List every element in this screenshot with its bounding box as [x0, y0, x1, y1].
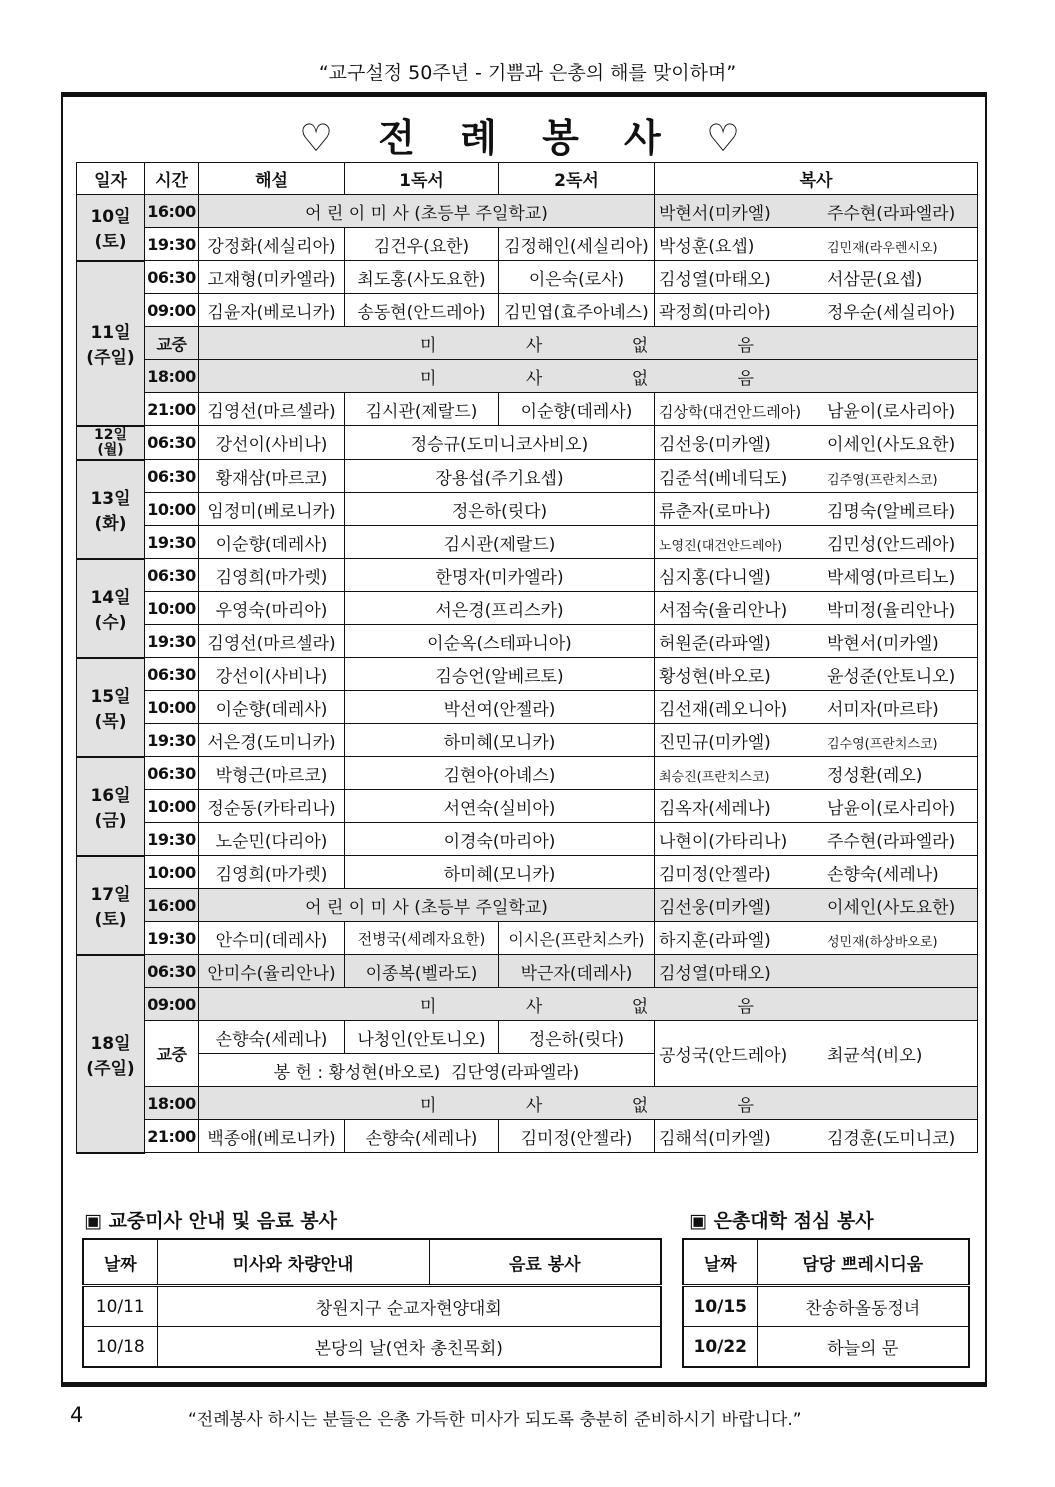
server-cell: 황성현(바오로) 윤성준(안토니오): [655, 658, 978, 691]
drink-table: [82, 1238, 662, 1368]
col-presidium: 담당 쁘레시디움: [757, 1239, 969, 1286]
reading2-cell: 정은하(릿다): [499, 1021, 655, 1054]
day-cell: 12일 (월): [77, 426, 145, 460]
reading-cell: 김승언(알베르토): [345, 658, 655, 691]
header-quote: “교구설정 50주년 - 기쁨과 은총의 해를 맞이하며”: [318, 62, 737, 84]
commentary-cell: 강선이(사비나): [199, 426, 345, 460]
reading1-cell: 손향숙(세레나): [345, 1120, 499, 1153]
reading1-cell: 전병국(세례자요한): [345, 922, 499, 955]
reading-cell: 박선여(안젤라): [345, 691, 655, 724]
time-cell: 19:30: [145, 922, 199, 955]
server-cell: 박현서(미카엘) 주수현(라파엘라): [655, 195, 978, 228]
commentary-cell: 정순동(카타리나): [199, 790, 345, 823]
reading-cell: 이경숙(마리아): [345, 823, 655, 856]
table-row: [77, 955, 978, 988]
time-cell: 10:00: [145, 691, 199, 724]
table-row: [77, 1021, 978, 1054]
server-cell: 곽정희(마리아) 정우순(세실리아): [655, 294, 978, 327]
table-row: [77, 856, 978, 889]
no-mass-cell: 미 사 없 음: [199, 360, 978, 393]
table-row: [77, 724, 978, 757]
reading2-cell: 김민엽(효주아녜스): [499, 294, 655, 327]
col-altar-server: 복사: [655, 163, 978, 195]
col-reading2: 2독서: [499, 163, 655, 195]
time-cell: 06:30: [145, 426, 199, 460]
commentary-cell: 강선이(사비나): [199, 658, 345, 691]
commentary-cell: 백종애(베로니카): [199, 1120, 345, 1153]
table-row: 10/18 본당의 날(연차 총친목회): [83, 1327, 661, 1368]
server-cell: 나현이(가타리나) 주수현(라파엘라): [655, 823, 978, 856]
no-mass-cell: 미 사 없 음: [199, 1087, 978, 1120]
reading2-cell: 이순향(데레사): [499, 393, 655, 426]
server-cell: 최승진(프란치스코) 정성환(레오): [655, 757, 978, 790]
reading-cell: 이순옥(스테파니아): [345, 625, 655, 658]
table-row: [77, 625, 978, 658]
day-cell: 13일 (화): [77, 460, 145, 559]
commentary-cell: 황재삼(마르코): [199, 460, 345, 493]
server-cell: 김성열(마태오): [655, 955, 978, 988]
table-row: [77, 823, 978, 856]
time-cell: 06:30: [145, 261, 199, 294]
table-header-row: [83, 1239, 661, 1286]
reading1-cell: 김건우(요한): [345, 228, 499, 261]
table-row: [77, 393, 978, 426]
commentary-cell: 안미수(율리안나): [199, 955, 345, 988]
footer-quote: “전례봉사 하시는 분들은 은총 가득한 미사가 되도록 충분히 준비하시기 바랍니다.”: [188, 1410, 802, 1430]
time-cell: 19:30: [145, 724, 199, 757]
table-row: 10/11 창원지구 순교자현양대회: [83, 1286, 661, 1327]
table-header-row: [683, 1239, 969, 1286]
time-cell: 교중: [145, 327, 199, 360]
reading1-cell: 최도홍(사도요한): [345, 261, 499, 294]
time-cell: 06:30: [145, 559, 199, 592]
table-row: [77, 757, 978, 790]
reading-cell: 하미혜(모니카): [345, 724, 655, 757]
table-row: [77, 360, 978, 393]
drink-section-title: ▣ 교중미사 안내 및 음료 봉사: [84, 1210, 337, 1232]
table-row: [77, 460, 978, 493]
commentary-cell: 김윤자(베로니카): [199, 294, 345, 327]
commentary-cell: 박형근(마르코): [199, 757, 345, 790]
reading-cell: 서연숙(실비아): [345, 790, 655, 823]
time-cell: 18:00: [145, 360, 199, 393]
col-date: 날짜: [683, 1239, 757, 1286]
server-cell: 박성훈(요셉) 김민재(라우렌시오): [655, 228, 978, 261]
reading2-cell: 김미정(안젤라): [499, 1120, 655, 1153]
table-row: [77, 889, 978, 922]
col-mass-info: 미사와 차량안내: [157, 1239, 429, 1286]
server-cell: 심지홍(다니엘) 박세영(마르티노): [655, 559, 978, 592]
page-title: ♡ 전 례 봉 사 ♡: [298, 115, 757, 160]
server-cell: 김성열(마태오) 서삼문(요셉): [655, 261, 978, 294]
server-cell: 공성국(안드레아) 최균석(비오): [655, 1021, 978, 1087]
time-cell: 10:00: [145, 856, 199, 889]
commentary-cell: 김영선(마르셀라): [199, 625, 345, 658]
table-row: [77, 988, 978, 1021]
reading-cell: 정은하(릿다): [345, 493, 655, 526]
col-drink-service: 음료 봉사: [429, 1239, 661, 1286]
reading2-cell: 김정해인(세실리아): [499, 228, 655, 261]
table-row: 10/22 하늘의 문: [683, 1327, 969, 1368]
time-cell: 06:30: [145, 757, 199, 790]
server-cell: 노영진(대건안드레아) 김민성(안드레아): [655, 526, 978, 559]
reading1-cell: 김시관(제랄드): [345, 393, 499, 426]
server-cell: 진민규(미카엘) 김수영(프란치스코): [655, 724, 978, 757]
commentary-cell: 김영선(마르셀라): [199, 393, 345, 426]
server-cell: 김상학(대건안드레아) 남윤이(로사리아): [655, 393, 978, 426]
reading-cell: 서은경(프리스카): [345, 592, 655, 625]
reading-cell: 김현아(아녜스): [345, 757, 655, 790]
col-commentary: 해설: [199, 163, 345, 195]
table-row: [77, 327, 978, 360]
table-row: 10/15 찬송하올동정녀: [683, 1286, 969, 1327]
server-cell: 김선웅(미카엘) 이세인(사도요한): [655, 889, 978, 922]
time-cell: 06:30: [145, 658, 199, 691]
lunch-table: [682, 1238, 970, 1368]
reading-cell: 김시관(제랄드): [345, 526, 655, 559]
lunch-section-title: ▣ 은총대학 점심 봉사: [689, 1210, 874, 1232]
time-cell: 06:30: [145, 460, 199, 493]
commentary-cell: 이순향(데레사): [199, 691, 345, 724]
time-cell: 21:00: [145, 393, 199, 426]
reading2-cell: 이은숙(로사): [499, 261, 655, 294]
table-row: [77, 195, 978, 228]
day-cell: 11일 (주일): [77, 261, 145, 426]
time-cell: 19:30: [145, 228, 199, 261]
no-mass-cell: 미 사 없 음: [199, 327, 978, 360]
time-cell: 10:00: [145, 493, 199, 526]
table-row: [77, 294, 978, 327]
server-cell: 하지훈(라파엘) 성민재(하상바오로): [655, 922, 978, 955]
merged-cell: 어 린 이 미 사 (초등부 주일학교): [199, 195, 655, 228]
commentary-cell: 이순향(데레사): [199, 526, 345, 559]
time-cell: 교중: [145, 1021, 199, 1087]
table-row: [77, 493, 978, 526]
col-reading1: 1독서: [345, 163, 499, 195]
reading-cell: 장용섭(주기요셉): [345, 460, 655, 493]
time-cell: 10:00: [145, 790, 199, 823]
server-cell: 김미정(안젤라) 손향숙(세레나): [655, 856, 978, 889]
server-cell: 김준석(베네딕도) 김주영(프란치스코): [655, 460, 978, 493]
time-cell: 19:30: [145, 625, 199, 658]
offering-cell: 봉 헌 : 황성현(바오로) 김단영(라파엘라): [199, 1054, 655, 1087]
table-row: [77, 559, 978, 592]
merged-cell: 어 린 이 미 사 (초등부 주일학교): [199, 889, 655, 922]
reading-cell: 하미혜(모니카): [345, 856, 655, 889]
col-time: 시간: [145, 163, 199, 195]
table-row: [77, 1087, 978, 1120]
server-cell: 김해석(미카엘) 김경훈(도미니코): [655, 1120, 978, 1153]
server-cell: 류춘자(로마나) 김명숙(알베르타): [655, 493, 978, 526]
table-row: [77, 691, 978, 724]
commentary-cell: 김영희(마가렛): [199, 559, 345, 592]
commentary-cell: 노순민(다리아): [199, 823, 345, 856]
time-cell: 19:30: [145, 823, 199, 856]
day-cell: 16일 (금): [77, 757, 145, 856]
table-row: [77, 228, 978, 261]
commentary-cell: 김영희(마가렛): [199, 856, 345, 889]
col-date: 일자: [77, 163, 145, 195]
table-row: [77, 592, 978, 625]
commentary-cell: 서은경(도미니카): [199, 724, 345, 757]
commentary-cell: 고재형(미카엘라): [199, 261, 345, 294]
time-cell: 21:00: [145, 1120, 199, 1153]
time-cell: 16:00: [145, 195, 199, 228]
server-cell: 김선재(레오니아) 서미자(마르타): [655, 691, 978, 724]
col-date: 날짜: [83, 1239, 157, 1286]
page-number: 4: [70, 1403, 84, 1427]
table-row: [77, 922, 978, 955]
reading1-cell: 송동현(안드레아): [345, 294, 499, 327]
server-cell: 허원준(라파엘) 박현서(미카엘): [655, 625, 978, 658]
day-cell: 15일 (목): [77, 658, 145, 757]
commentary-cell: 손향숙(세레나): [199, 1021, 345, 1054]
commentary-cell: 우영숙(마리아): [199, 592, 345, 625]
server-cell: 김옥자(세레나) 남윤이(로사리아): [655, 790, 978, 823]
server-cell: 서점숙(율리안나) 박미정(율리안나): [655, 592, 978, 625]
time-cell: 09:00: [145, 294, 199, 327]
reading2-cell: 이시은(프란치스카): [499, 922, 655, 955]
reading-cell: 한명자(미카엘라): [345, 559, 655, 592]
table-row: [77, 261, 978, 294]
day-cell: 10일 (토): [77, 195, 145, 261]
liturgy-schedule-table: [76, 162, 978, 1154]
time-cell: 09:00: [145, 988, 199, 1021]
reading-cell: 정승규(도미니코사비오): [345, 426, 655, 460]
commentary-cell: 임정미(베로니카): [199, 493, 345, 526]
table-row: [77, 526, 978, 559]
day-cell: 18일 (주일): [77, 955, 145, 1153]
table-row: [77, 1120, 978, 1153]
commentary-cell: 강정화(세실리아): [199, 228, 345, 261]
table-row: [77, 790, 978, 823]
time-cell: 10:00: [145, 592, 199, 625]
reading1-cell: 나청인(안토니오): [345, 1021, 499, 1054]
server-cell: 김선웅(미카엘) 이세인(사도요한): [655, 426, 978, 460]
commentary-cell: 안수미(데레사): [199, 922, 345, 955]
time-cell: 16:00: [145, 889, 199, 922]
day-cell: 14일 (수): [77, 559, 145, 658]
table-header-row: [77, 163, 978, 195]
time-cell: 06:30: [145, 955, 199, 988]
reading2-cell: 박근자(데레사): [499, 955, 655, 988]
table-row: [77, 658, 978, 691]
time-cell: 19:30: [145, 526, 199, 559]
day-cell: 17일 (토): [77, 856, 145, 955]
no-mass-cell: 미 사 없 음: [199, 988, 978, 1021]
table-row: [77, 426, 978, 460]
time-cell: 18:00: [145, 1087, 199, 1120]
reading1-cell: 이종복(벨라도): [345, 955, 499, 988]
